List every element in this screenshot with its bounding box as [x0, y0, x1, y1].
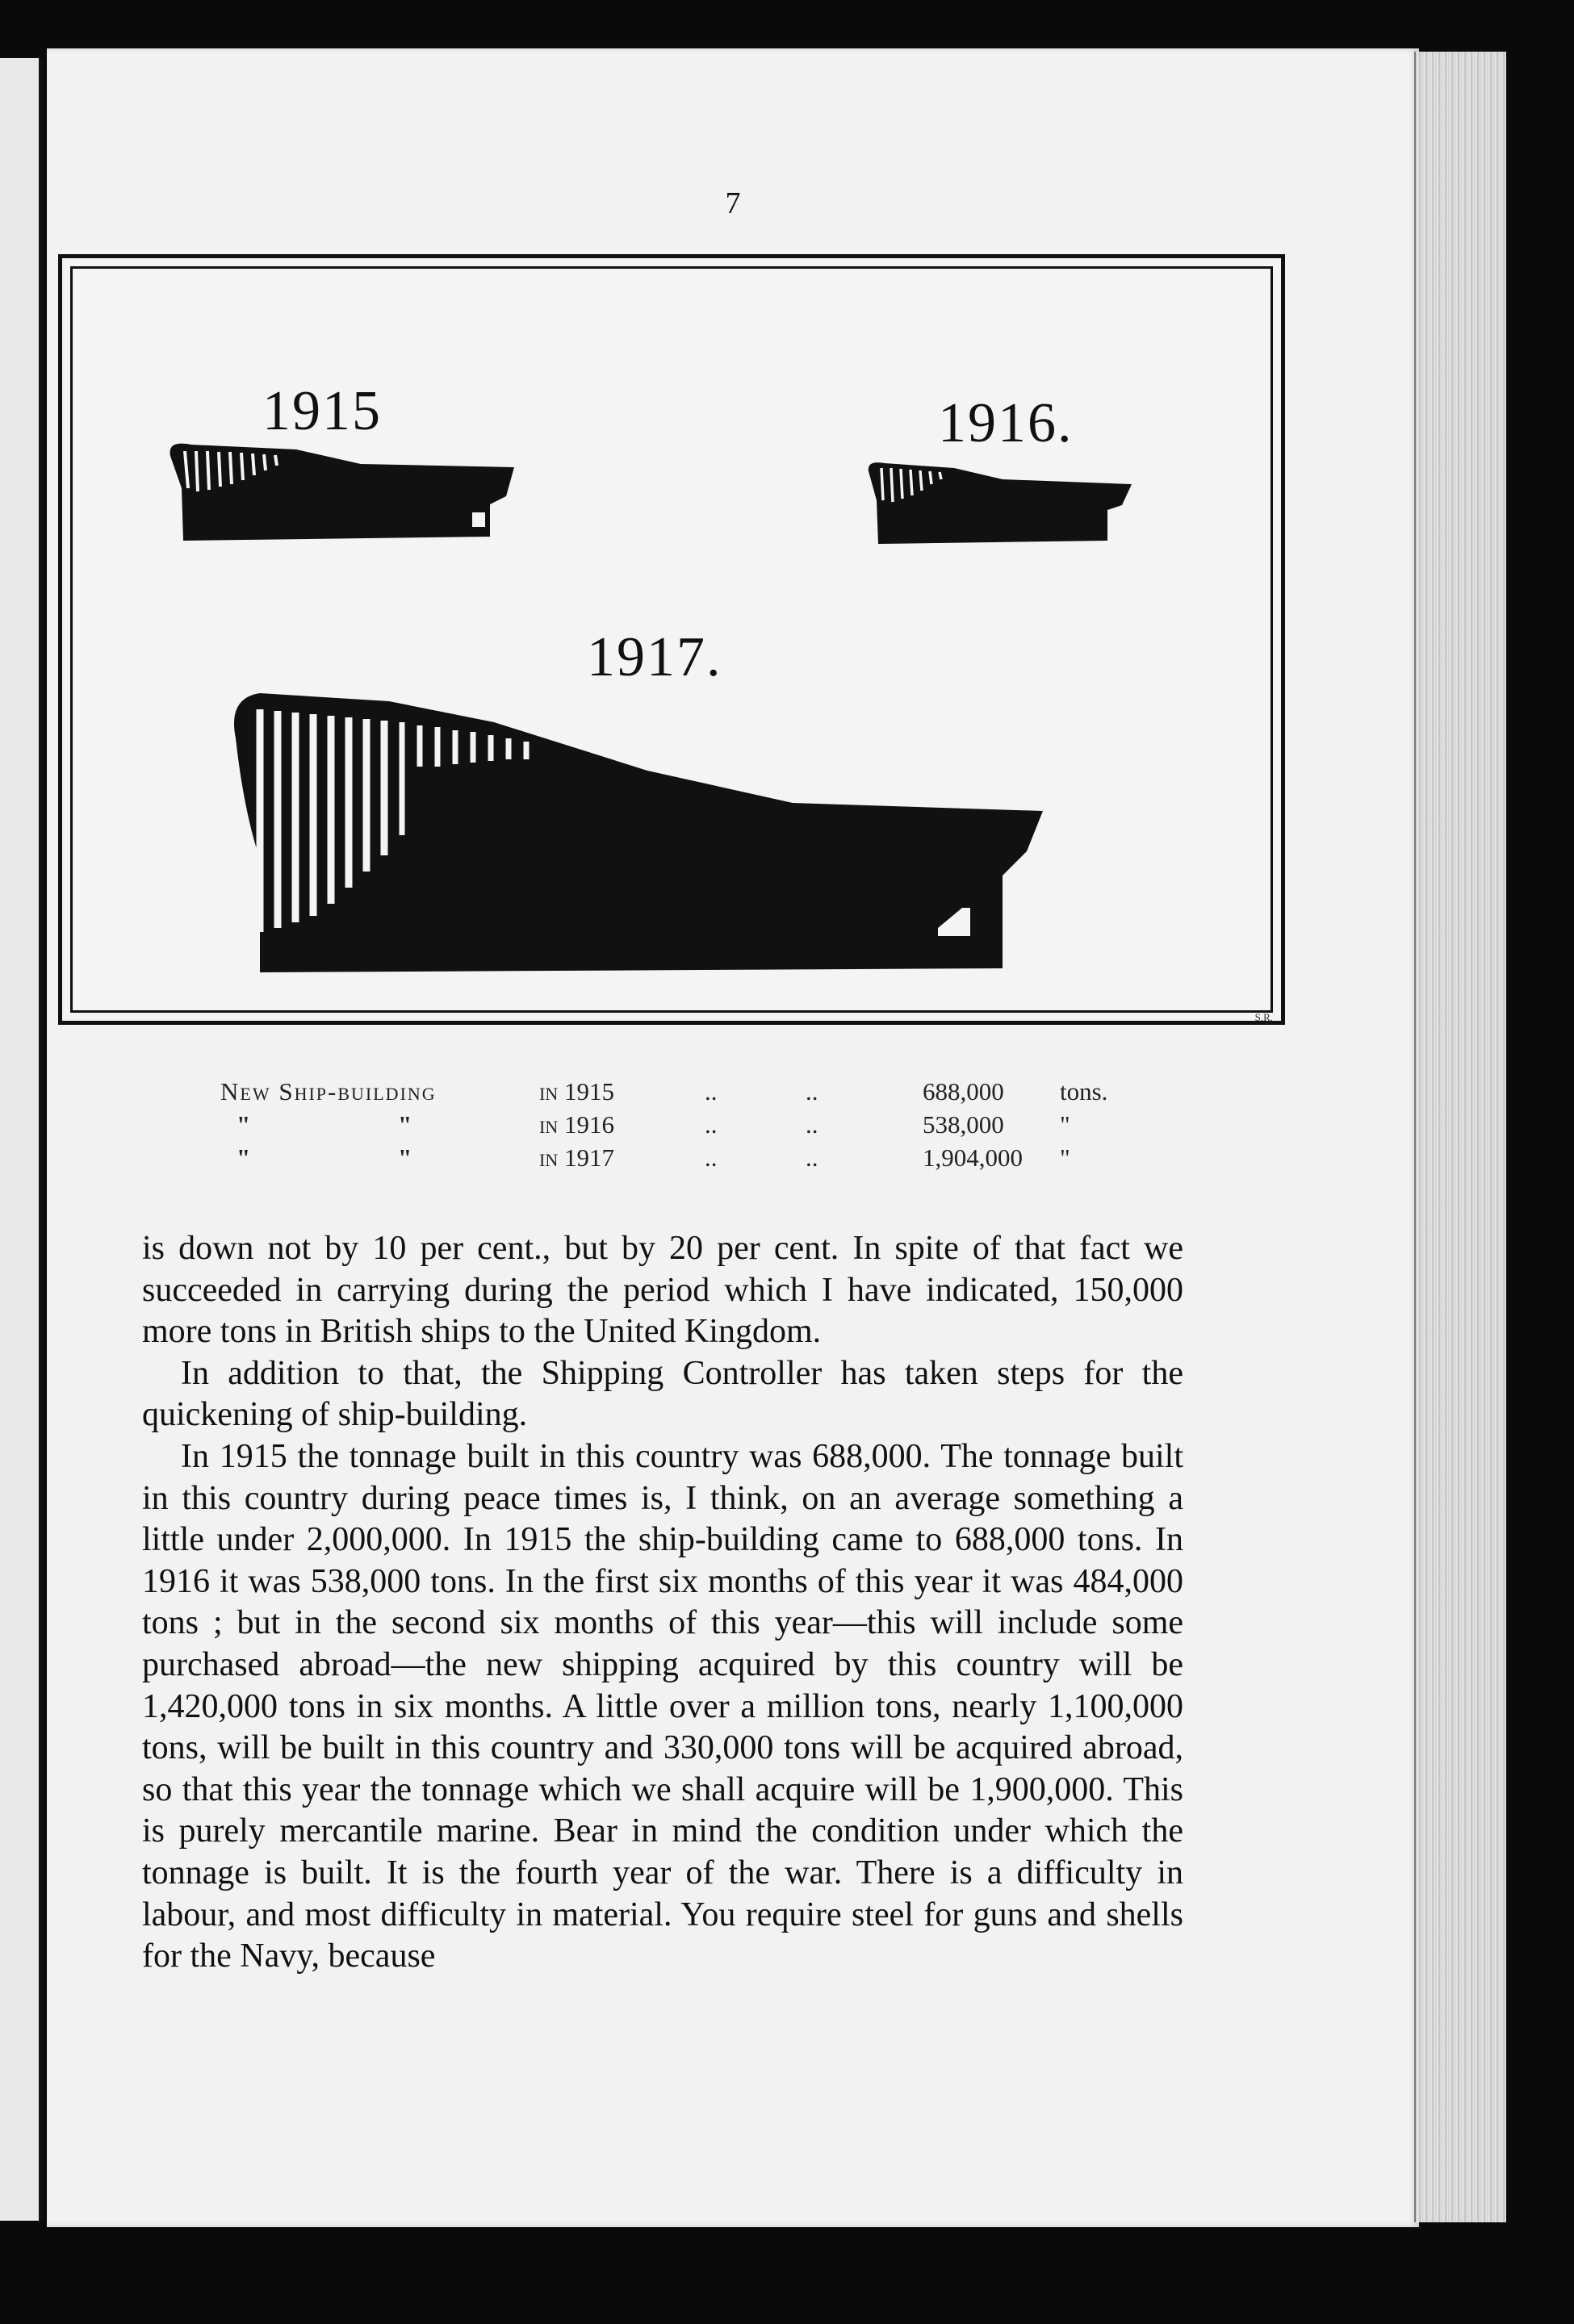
caption-dots: ..: [806, 1077, 818, 1106]
caption-unit: ": [1060, 1143, 1070, 1172]
caption-label: New Ship-building: [220, 1077, 437, 1106]
caption-dots: ..: [705, 1143, 718, 1172]
caption-table: [220, 1077, 1189, 1177]
page-number: 7: [725, 186, 741, 220]
year-label-1917: 1917.: [587, 626, 722, 688]
caption-dots: ..: [806, 1143, 818, 1172]
caption-ditto: ": [237, 1143, 251, 1172]
ship-1917: [228, 690, 1051, 980]
paragraph: In addition to that, the Shipping Controller has taken steps for the quickening of ship-building.: [142, 1354, 1183, 1434]
caption-year: in 1915: [539, 1077, 614, 1106]
caption-year: in 1916: [539, 1110, 614, 1139]
caption-unit: tons.: [1060, 1077, 1108, 1106]
caption-dots: ..: [705, 1110, 718, 1139]
caption-dots: ..: [705, 1077, 718, 1106]
caption-unit: ": [1060, 1110, 1070, 1139]
left-page-edge: [0, 58, 44, 2221]
year-label-1916: 1916.: [938, 392, 1074, 454]
caption-year: in 1917: [539, 1143, 614, 1172]
ship-1915: [167, 440, 522, 545]
caption-value: 1,904,000: [923, 1143, 1023, 1172]
caption-row: [220, 1077, 1189, 1110]
caption-ditto: ": [237, 1110, 251, 1139]
caption-dots: ..: [806, 1110, 818, 1139]
caption-ditto: ": [398, 1143, 412, 1172]
artist-mark: S.R.: [1254, 1011, 1273, 1023]
ship-illustration-plate: [58, 254, 1285, 1025]
caption-value: 538,000: [923, 1110, 1004, 1139]
paragraph: is down not by 10 per cent., but by 20 per cent. In spite of that fact we succeeded in carrying during the period which I have indicated, 150,000 more tons in British ships to the United Kingdom.: [142, 1230, 1183, 1351]
year-label-1915: 1915: [262, 380, 382, 442]
caption-row: [220, 1110, 1189, 1143]
page: [47, 48, 1419, 2227]
caption-row: [220, 1143, 1189, 1177]
caption-ditto: ": [398, 1110, 412, 1139]
body-text: [142, 1228, 1183, 1978]
caption-value: 688,000: [923, 1077, 1004, 1106]
page-stack-edge: [1414, 52, 1506, 2222]
ship-1916: [865, 460, 1140, 549]
paragraph: In 1915 the tonnage built in this country was 688,000. The tonnage built in this country during peace times is, I think, on an average something a little under 2,000,000. In 1915 the ship-building came to 688,000 tons. In 1916 it was 538,000 tons. In the first six months of this year it was 484,000 tons ; but in the second six months of this year—this will include some purchased abroad—the new shipping acquired by this country will be 1,420,000 tons in six months. A little over a million tons, nearly 1,100,000 tons, will be built in this country and 330,000 tons will be acquired abroad, so that this year the tonnage which we shall acquire will be 1,900,000. This is purely mercantile marine. Bear in mind the condition under which the tonnage is built. It is the fourth year of the war. There is a difficulty in labour, and most difficulty in material. You require steel for guns and shells for the Navy, because: [142, 1437, 1183, 1975]
